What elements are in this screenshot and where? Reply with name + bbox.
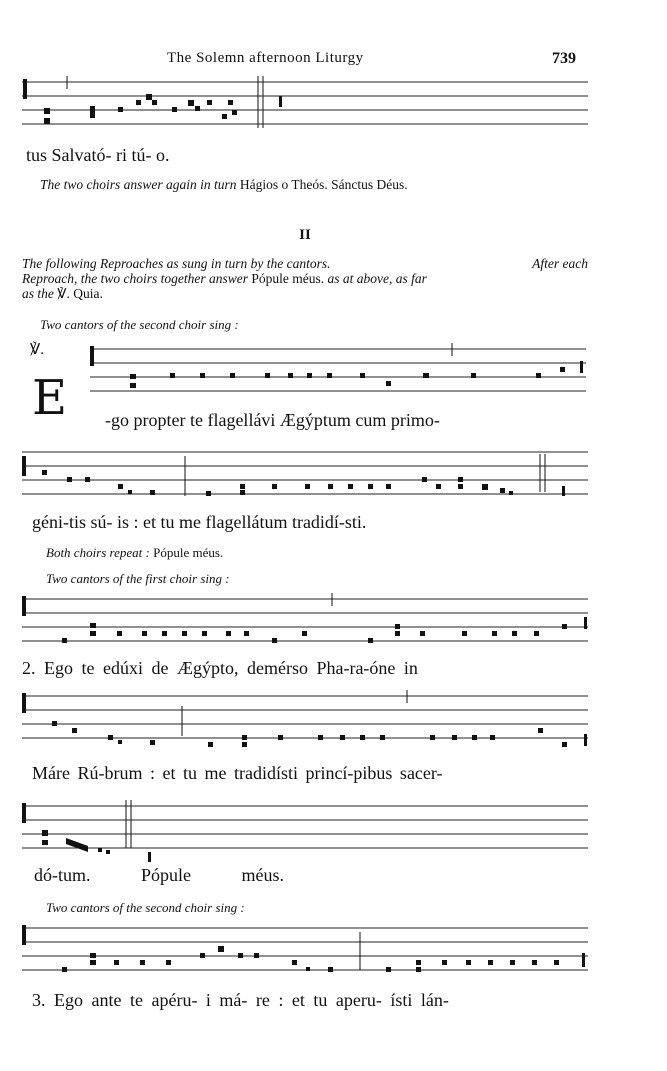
versicle-sign: ℣. [30, 342, 45, 358]
lyrics-line-3: géni-tis sú- is : et tu me flagellátum tradidí-sti. [32, 512, 367, 532]
music-staff-6 [22, 800, 588, 865]
music-staff-4 [22, 593, 588, 654]
music-staff-7 [22, 922, 588, 983]
cantors-rubric-2: Two cantors of the first choir sing : [46, 571, 230, 586]
music-staff-1 [22, 76, 588, 137]
running-header: The Solemn afternoon Liturgy [167, 50, 364, 66]
lyrics-line-4: 2. Ego te edúxi de Ægýpto, demérso Pha-ra-óne in [22, 658, 418, 678]
music-staff-5 [22, 690, 588, 751]
rubric-1: The two choirs answer again in turn Hágios o Theós. Sánctus Déus. [40, 177, 408, 192]
music-staff-2 [90, 343, 586, 404]
page-number: 739 [552, 50, 576, 67]
cantors-rubric-3: Two cantors of the second choir sing : [46, 900, 245, 915]
initial-letter: E [32, 370, 68, 426]
lyrics-line-5: Máre Rú-brum : et tu me tradidísti princí-pibus sacer- [32, 763, 443, 783]
lyrics-line-6: dó-tum. Pópule méus. [34, 865, 284, 885]
lyrics-line-7: 3. Ego ante te apéru- i má- re : et tu aperu- ísti lán- [32, 990, 449, 1010]
lyrics-line-1: tus Salvató- ri tú- o. [26, 145, 170, 165]
section-heading: II [299, 227, 311, 243]
rubric-2: The following Reproaches as sung in turn by the cantors. After each Reproach, the two choirs together answer Pópule méus. as at above, as far as the ℣. Quia. [22, 256, 588, 301]
music-staff-3 [22, 446, 588, 507]
staff-1-svg [22, 76, 588, 132]
cantors-rubric-1: Two cantors of the second choir sing : [40, 317, 239, 332]
repeat-rubric: Both choirs repeat : Pópule méus. [46, 545, 224, 560]
lyrics-line-2: -go propter te flagellávi Ægýptum cum primo- [105, 410, 440, 430]
